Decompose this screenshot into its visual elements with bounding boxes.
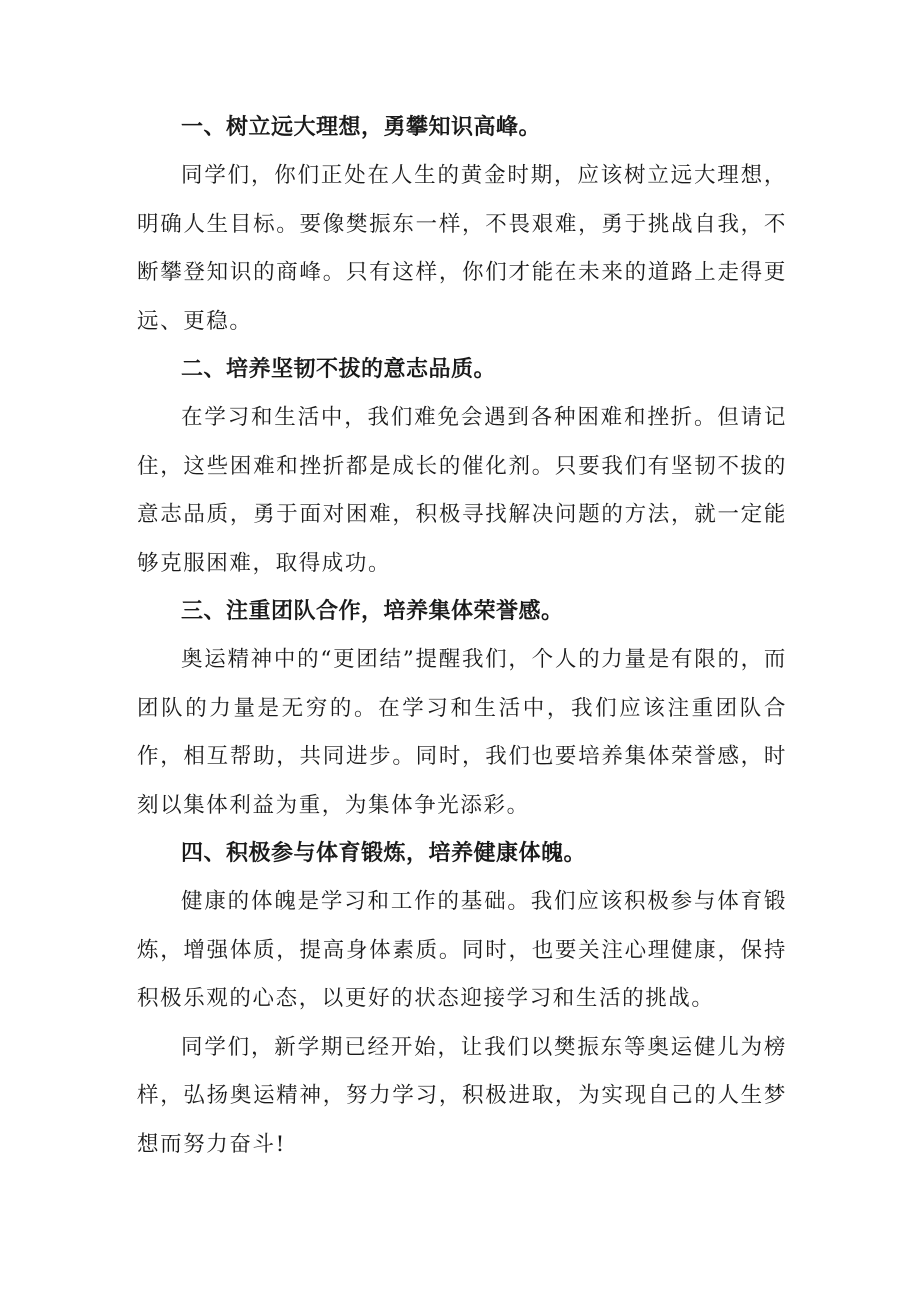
section-heading-2: 二、培养坚韧不拔的意志品质。	[181, 357, 497, 382]
section-heading-1: 一、树立远大理想，勇攀知识高峰。	[181, 115, 542, 140]
section-heading-3: 三、注重团队合作，培养集体荣誉感。	[181, 599, 564, 624]
closing-paragraph: 同学们，新学期已经开始，让我们以樊振东等奥运健儿为榜样，弘扬奥运精神，努力学习，积极进取，为实现自己的人生梦想而努力奋斗!	[137, 1034, 787, 1157]
section-paragraph-4: 健康的体魄是学习和工作的基础。我们应该积极参与体育锻炼，增强体质，提高身体素质。同时，也要关注心理健康，保持积极乐观的心态，以更好的状态迎接学习和生活的挑战。	[137, 889, 787, 1011]
section-paragraph-2: 在学习和生活中，我们难免会遇到各种困难和挫折。但请记住，这些困难和挫折都是成长的催化剂。只要我们有坚韧不拔的意志品质，勇于面对困难，积极寻找解决问题的方法，就一定能够克服困难，取得成功。	[137, 405, 787, 576]
section-paragraph-3: 奥运精神中的“更团结”提醒我们，个人的力量是有限的，而团队的力量是无穷的。在学习和生活中，我们应该注重团队合作，相互帮助，共同进步。同时，我们也要培养集体荣誉感，时刻以集体利益为重，为集体争光添彩。	[137, 647, 787, 818]
document-body	[137, 104, 787, 1169]
section-paragraph-1: 同学们，你们正处在人生的黄金时期，应该树立远大理想，明确人生目标。要像樊振东一样，不畏艰难，勇于挑战自我，不断攀登知识的商峰。只有这样，你们才能在未来的道路上走得更远、更稳。	[137, 163, 787, 334]
section-heading-4: 四、积极参与体育锻炼，培养健康体魄。	[181, 841, 587, 866]
